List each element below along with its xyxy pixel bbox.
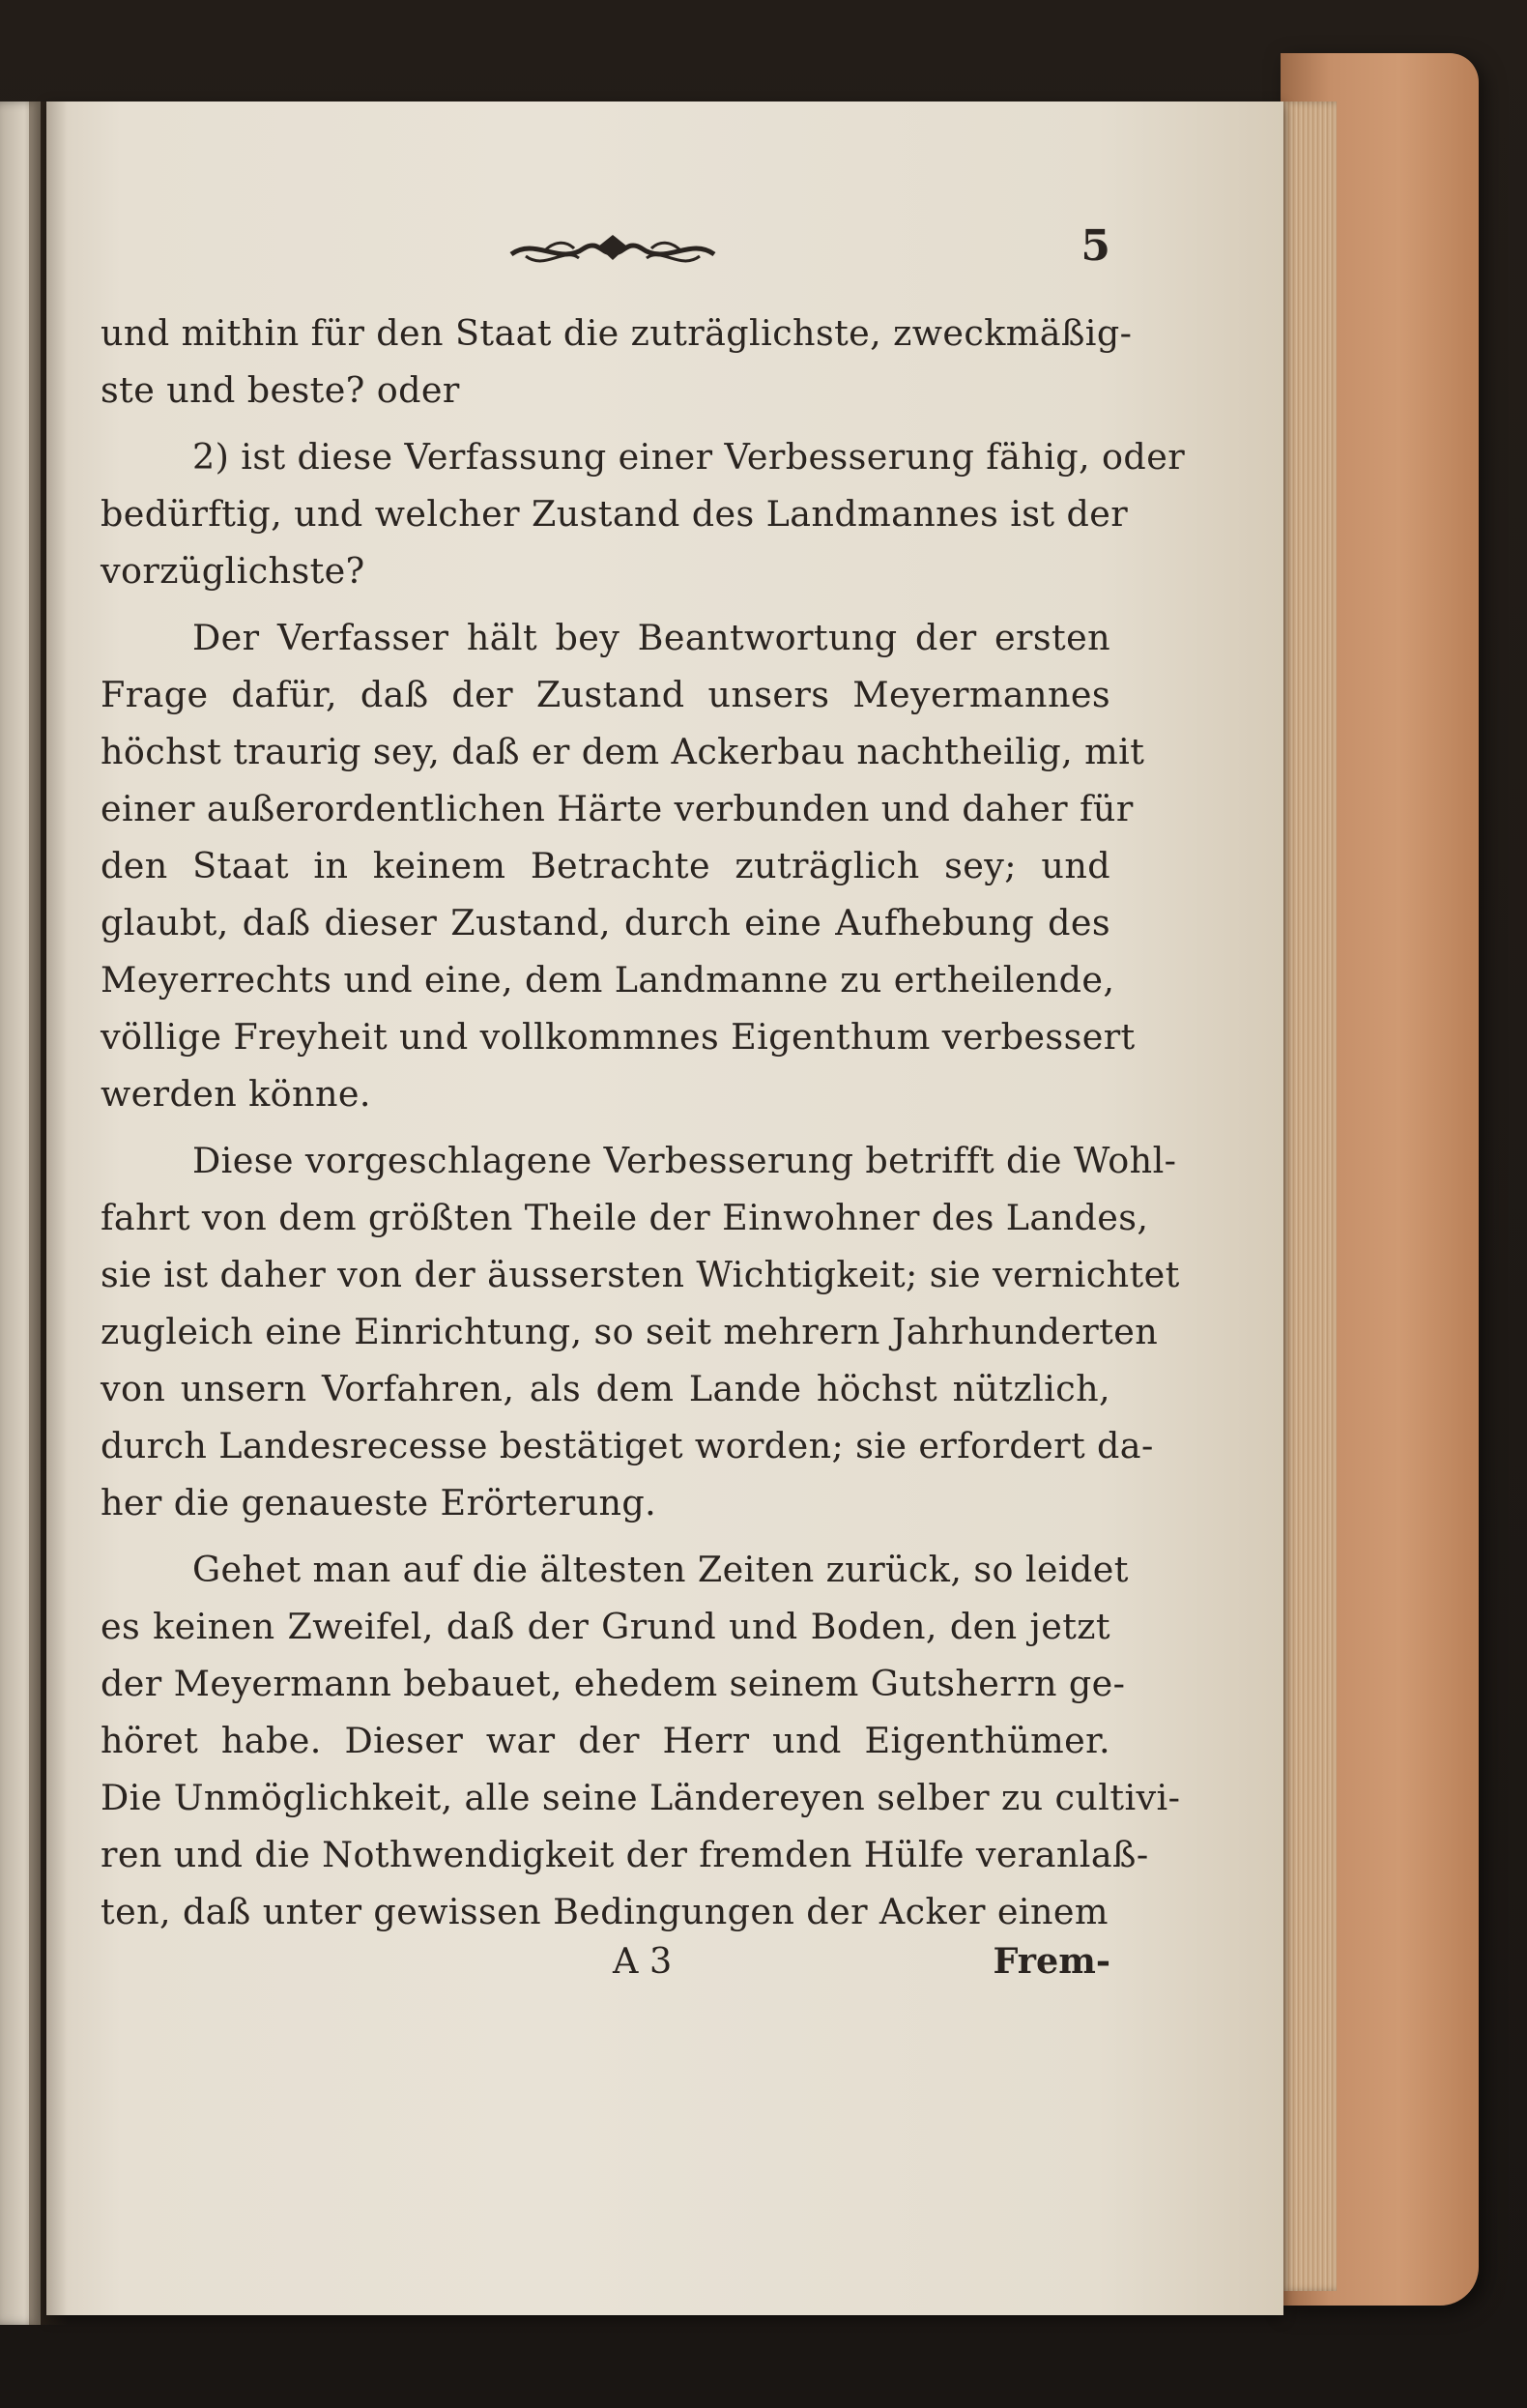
page-text <box>101 218 1186 1998</box>
text-line: der Meyermann bebauet, ehedem seinem Gutsherrn ge- <box>101 1663 1126 1704</box>
text-line: Die Unmöglichkeit, alle seine Ländereyen selber zu cultivi- <box>101 1777 1181 1818</box>
text-line: Der Verfasser hält bey Beantwortung der ersten <box>192 617 1110 658</box>
text-line: Frage dafür, daß der Zustand unsers Meyermannes <box>101 674 1110 715</box>
spine-shadow <box>29 102 68 2325</box>
text-line: werden könne. <box>101 1073 371 1115</box>
page-number: 5 <box>1080 221 1110 271</box>
page-fore-edge <box>1281 102 1337 2291</box>
text-line: Gehet man auf die ältesten Zeiten zurück, so leidet <box>192 1549 1129 1590</box>
text-line: Meyerrechts und eine, dem Landmanne zu ertheilende, <box>101 959 1115 1001</box>
paragraph <box>101 305 1133 419</box>
text-line: ste und beste? oder <box>101 369 460 411</box>
paragraph-gap <box>101 599 1110 609</box>
text-line: einer außerordentlichen Härte verbunden und daher für <box>101 788 1134 829</box>
text-line: höret habe. Dieser war der Herr und Eigenthümer. <box>101 1720 1110 1761</box>
paragraph <box>101 1132 1180 1531</box>
book-page <box>46 102 1283 2315</box>
text-line: ren und die Nothwendigkeit der fremden Hülfe veranlaß- <box>101 1834 1149 1875</box>
signature-mark: A 3 <box>613 1940 673 1982</box>
text-line: fahrt von dem größten Theile der Einwohner des Landes, <box>101 1197 1149 1238</box>
page-footer <box>101 1940 1110 1998</box>
vignette-ornament-icon <box>506 227 719 276</box>
text-line: von unsern Vorfahren, als dem Lande höchst nützlich, <box>101 1368 1110 1409</box>
text-line: bedürftig, und welcher Zustand des Landmannes ist der <box>101 493 1129 535</box>
text-line: es keinen Zweifel, daß der Grund und Boden, den jetzt <box>101 1606 1110 1647</box>
paragraph-gap <box>101 1531 1110 1541</box>
text-line: zugleich eine Einrichtung, so seit mehrern Jahrhunderten <box>101 1311 1159 1352</box>
paragraph <box>101 609 1145 1122</box>
text-line: durch Landesrecesse bestätiget worden; sie erfordert da- <box>101 1425 1154 1466</box>
text-line: ten, daß unter gewissen Bedingungen der Acker einem <box>101 1891 1109 1932</box>
paragraph-gap <box>101 419 1110 428</box>
text-line: glaubt, daß dieser Zustand, durch eine Aufhebung des <box>101 902 1110 943</box>
text-line: vorzüglichste? <box>101 550 365 592</box>
paragraph <box>101 428 1186 599</box>
text-line: den Staat in keinem Betrachte zuträglich sey; und <box>101 845 1110 886</box>
text-line: und mithin für den Staat die zuträglichste, zweckmäßig- <box>101 312 1133 354</box>
text-line: 2) ist diese Verfassung einer Verbesserung fähig, oder <box>192 436 1186 478</box>
page-header <box>101 218 1110 305</box>
catchword: Frem- <box>993 1940 1110 1982</box>
text-line: sie ist daher von der äussersten Wichtigkeit; sie vernichtet <box>101 1254 1180 1295</box>
body-paragraphs <box>101 305 1186 1940</box>
text-line: höchst traurig sey, daß er dem Ackerbau nachtheilig, mit <box>101 731 1145 772</box>
text-line: völlige Freyheit und vollkommnes Eigenthum verbessert <box>101 1016 1136 1058</box>
text-line: Diese vorgeschlagene Verbesserung betrifft die Wohl- <box>192 1140 1177 1181</box>
paragraph-gap <box>101 1122 1110 1132</box>
text-line: her die genaueste Erörterung. <box>101 1482 657 1523</box>
paragraph <box>101 1541 1181 1940</box>
